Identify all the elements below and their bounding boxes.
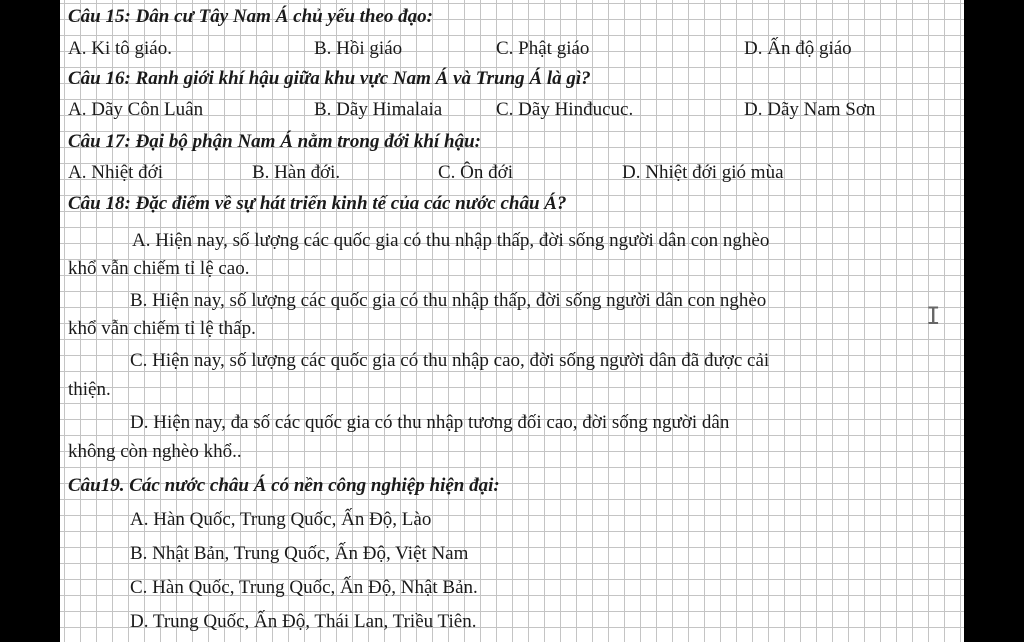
question-17-title: Câu 17: Đại bộ phận Nam Á nằm trong đới khí hậu: <box>68 131 481 152</box>
q16-option-b: B. Dãy Himalaia <box>314 99 443 120</box>
q19-option-a: A. Hàn Quốc, Trung Quốc, Ấn Độ, Lào <box>130 509 432 530</box>
q18-option-c-line2: thiện. <box>68 379 111 400</box>
q18-option-d-line1: D. Hiện nay, đa số các quốc gia có thu nhập tương đối cao, đời sống người dân <box>130 412 730 433</box>
q18-option-d-line2: không còn nghèo khổ.. <box>68 441 242 462</box>
q19-option-b: B. Nhật Bản, Trung Quốc, Ấn Độ, Việt Nam <box>130 543 469 564</box>
question-18-title: Câu 18: Đặc điểm về sự hát triển kinh tế của các nước châu Á? <box>68 193 567 214</box>
q18-option-b-line1: B. Hiện nay, số lượng các quốc gia có thu nhập thấp, đời sống người dân con nghèo <box>130 290 767 311</box>
q18-option-c-line1: C. Hiện nay, số lượng các quốc gia có thu nhập cao, đời sống người dân đã được cải <box>130 350 770 371</box>
q15-option-d: D. Ấn độ giáo <box>744 38 852 59</box>
text-cursor-icon: I <box>926 302 941 330</box>
q17-option-a: A. Nhiệt đới <box>68 162 164 183</box>
question-16-title: Câu 16: Ranh giới khí hậu giữa khu vực Nam Á và Trung Á là gì? <box>68 68 591 89</box>
q17-option-d: D. Nhiệt đới gió mùa <box>622 162 784 183</box>
q19-option-d: D. Trung Quốc, Ấn Độ, Thái Lan, Triều Tiên. <box>130 611 477 632</box>
question-15-title: Câu 15: Dân cư Tây Nam Á chủ yếu theo đạo: <box>68 6 433 27</box>
q19-option-c: C. Hàn Quốc, Trung Quốc, Ấn Độ, Nhật Bản. <box>130 577 478 598</box>
q17-option-b: B. Hàn đới. <box>252 162 341 183</box>
q16-option-a: A. Dãy Côn Luân <box>68 99 204 120</box>
q18-option-a-line2: khổ vẫn chiếm tỉ lệ cao. <box>68 258 250 279</box>
q15-option-b: B. Hồi giáo <box>314 38 403 59</box>
question-19-title: Câu19. Các nước châu Á có nền công nghiệp hiện đại: <box>68 475 500 496</box>
q18-option-b-line2: khổ vẫn chiếm tỉ lệ thấp. <box>68 318 256 339</box>
q17-option-c: C. Ôn đới <box>438 162 513 183</box>
q18-option-a-line1: A. Hiện nay, số lượng các quốc gia có thu nhập thấp, đời sống người dân con nghèo <box>132 230 770 251</box>
q16-option-d: D. Dãy Nam Sơn <box>744 99 876 120</box>
q16-option-c: C. Dãy Hinđucuc. <box>496 99 634 120</box>
document-page[interactable] <box>60 0 964 642</box>
q15-option-c: C. Phật giáo <box>496 38 590 59</box>
q15-option-a: A. Ki tô giáo. <box>68 38 172 59</box>
